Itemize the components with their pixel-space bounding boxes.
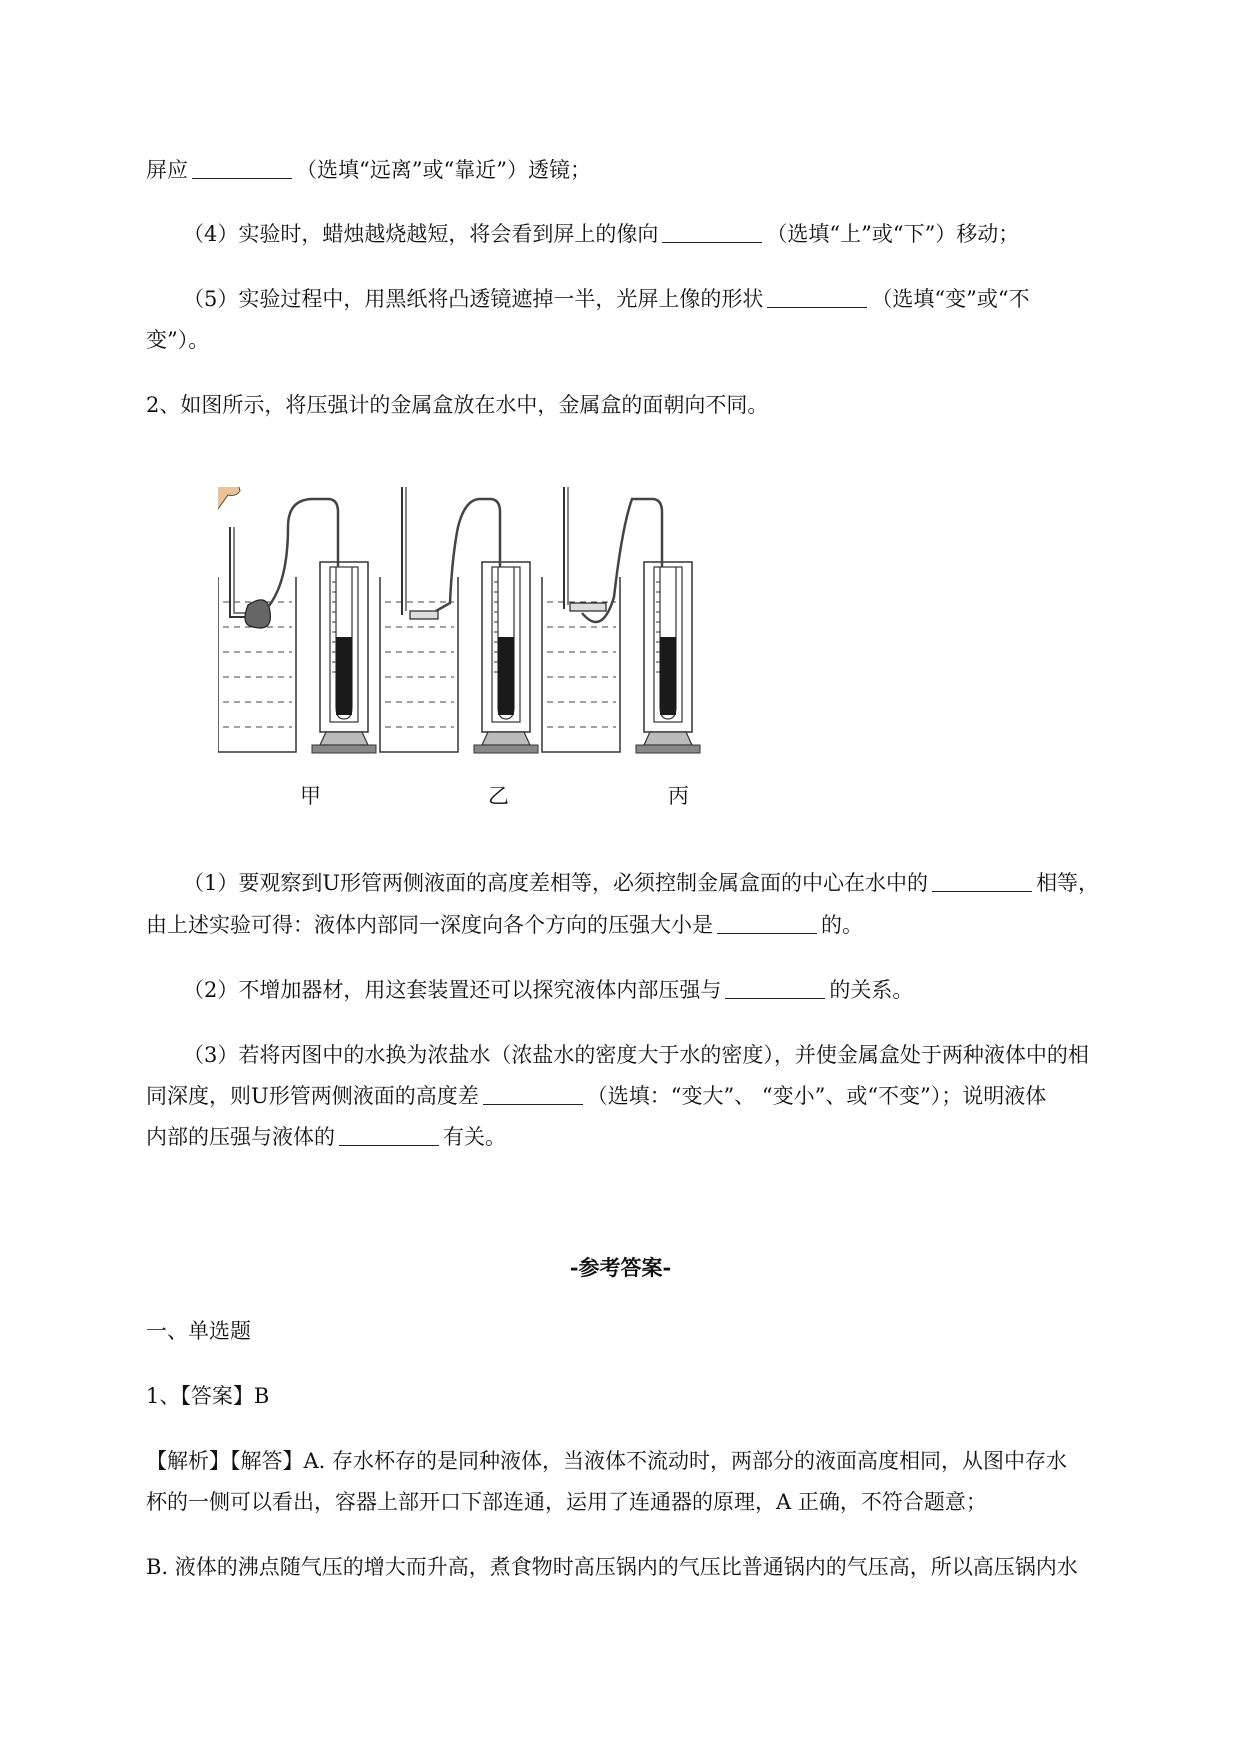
answer-blank (717, 913, 817, 934)
q1-item4-pre: （4）实验时，蜡烛越烧越短，将会看到屏上的像向 (183, 222, 659, 246)
analysis-line-3: B. 液体的沸点随气压的增大而升高，煮食物时高压锅内的气压比普通锅内的气压高，所以高压锅内水 (146, 1555, 1078, 1579)
answer-blank (767, 287, 867, 308)
q2-item-3-line1: （3）若将丙图中的水换为浓盐水（浓盐水的密度大于水的密度），并使金属盒处于两种液体中的相 (183, 1043, 1089, 1067)
q2-item1-l1-post: 相等， (1036, 871, 1100, 895)
q1-item-5 (183, 284, 1183, 314)
analysis-line-2: 杯的一侧可以看出，容器上部开口下部连通，运用了连通器的原理，A 正确，不符合题意； (146, 1490, 987, 1514)
answer-blank (483, 1084, 583, 1105)
q2-item2-post: 的关系。 (829, 978, 914, 1002)
q1-item5-post: （选填“变”或“不 (871, 287, 1030, 311)
section-title: 一、单选题 (146, 1319, 251, 1343)
answer-blank (192, 158, 292, 179)
q1-line1-pre: 屏应 (146, 158, 188, 182)
answer-blank (725, 978, 825, 999)
q2-item1-l2-pre: 由上述实验可得：液体内部同一深度向各个方向的压强大小是 (146, 913, 713, 937)
q2-item-3-line3 (146, 1122, 1146, 1152)
answer-1: 1、【答案】B (146, 1384, 270, 1408)
q2-item-1-line2 (146, 910, 1146, 940)
pressure-gauge-figure (218, 487, 778, 817)
setup-jia (218, 487, 376, 753)
q1-item5-pre: （5）实验过程中，用黑纸将凸透镜遮掉一半，光屏上像的形状 (183, 287, 764, 311)
q2-item3-l3-post: 有关。 (443, 1125, 506, 1149)
figure-label-jia: 甲 (300, 784, 321, 808)
figure-label-yi: 乙 (488, 784, 509, 808)
figure-label-bing: 丙 (668, 784, 689, 808)
setup-yi (344, 487, 538, 753)
q1-item4-post: （选填“上”或“下”）移动； (766, 222, 1020, 246)
q2-item-1-line1 (183, 868, 1183, 898)
q2-stem: 2、如图所示，将压强计的金属盒放在水中，金属盒的面朝向不同。 (146, 393, 769, 417)
answer-blank (662, 222, 762, 243)
q2-item2-pre: （2）不增加器材，用这套装置还可以探究液体内部压强与 (183, 978, 722, 1002)
q2-item3-l2-post: （选填：“变大”、 “变小”、或“不变”）；说明液体 (586, 1084, 1047, 1108)
answers-heading: -参考答案- (569, 1255, 672, 1280)
q1-item5-line2: 变”）。 (146, 328, 210, 352)
q2-item3-l3-pre: 内部的压强与液体的 (146, 1125, 335, 1149)
analysis-line-1: 【解析】【解答】A. 存水杯存的是同种液体，当液体不流动时，两部分的液面高度相同，从图中存水 (146, 1449, 1068, 1473)
answer-blank (932, 871, 1032, 892)
q1-item-4 (183, 219, 1183, 249)
q1-line1-post: （选填“远离”或“靠近”）透镜； (296, 158, 591, 182)
q2-item-3-line2 (146, 1081, 1146, 1111)
q2-item-2 (183, 975, 1183, 1005)
q2-item1-l2-post: 的。 (821, 913, 863, 937)
q2-item3-l2-pre: 同深度，则U形管两侧液面的高度差 (146, 1084, 479, 1108)
q2-item1-l1-pre: （1）要观察到U形管两侧液面的高度差相等，必须控制金属盒面的中心在水中的 (183, 871, 929, 895)
answer-blank (339, 1125, 439, 1146)
setup-bing (506, 487, 700, 753)
q1-line-screen (146, 155, 1146, 185)
